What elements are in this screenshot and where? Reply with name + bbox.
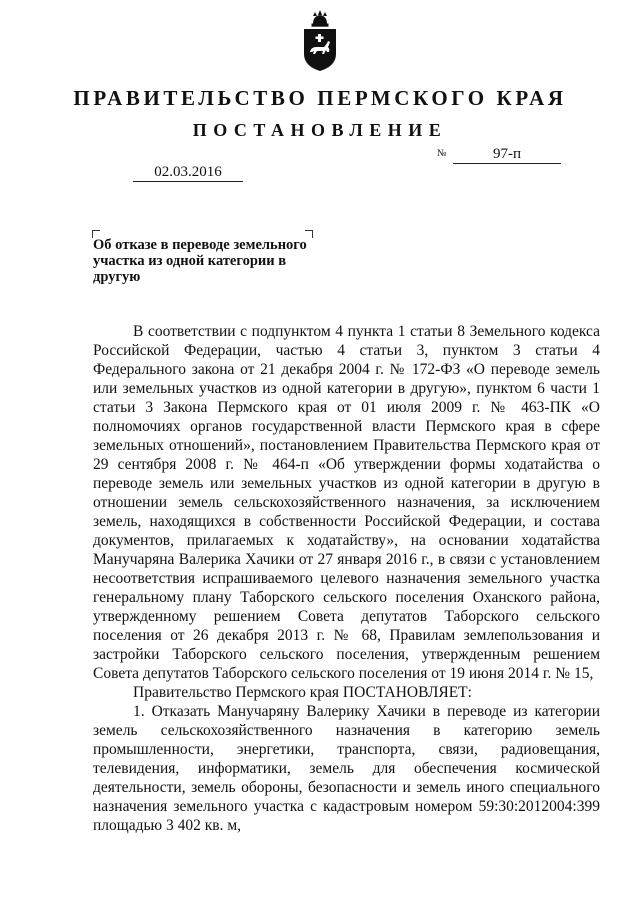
document-number: 97-п [453,145,561,164]
document-type-title: ПОСТАНОВЛЕНИЕ [192,120,448,140]
document-date: 02.03.2016 [133,163,243,182]
resolution-paragraph: Правительство Пермского края ПОСТАНОВЛЯЕТ: [133,684,472,701]
organization-title: ПРАВИТЕЛЬСТВО ПЕРМСКОГО КРАЯ [73,86,567,110]
document-subject: Об отказе в переводе земельного участка из одной категории в другую [93,237,307,285]
clause-1-paragraph: 1. Отказать Манучаряну Валерику Хачики в переводе из категории земель сельскохозяйственного назначения в категорию земель промышленности, энергетики, транспорта, связи, радиовещания, телевидения, информатики, земель для обеспечения космической деятельности, земель обороны, безопасности и земель иного специального назначения земельного участка с кадастровым номером 59:30:2012004:399 площадью 3 402 кв. м, [93,703,600,834]
document-body [93,322,600,835]
perm-krai-coat-of-arms-icon [301,10,339,72]
preamble-paragraph: В соответствии с подпунктом 4 пункта 1 статьи 8 Земельного кодекса Российской Федерации, частью 4 статьи 3, пунктом 3 статьи 4 Федерального закона от 21 декабря 2004 г. № 172-ФЗ «О переводе земель или земельных участков из одной категории в другую», пунктом 6 части 1 статьи 3 Закона Пермского края от 01 июля 2009 г. № 463-ПК «О полномочиях органов государственной власти Пермского края в сфере земельных отношений», постановлением Правительства Пермского края от 29 сентября 2008 г. № 464-п «Об утверждении формы ходатайства о переводе земель или земельных участков из одной категории в другую в отношении земель сельскохозяйственного назначения, за исключением земель, находящихся в собственности Российской Федерации, и состава документов, прилагаемых к ходатайству», на основании ходатайства Манучаряна Валерика Хачики от 27 января 2016 г., в связи с установлением несоответствия испрашиваемого целевого назначения земельного участка генеральному плану Таборского сельского поселения Оханского района, утвержденному решением Совета депутатов Таборского сельского поселения от 26 декабря 2013 г. № 68, Правилам землепользования и застройки Таборского сельского поселения, утвержденным решением Совета депутатов Таборского сельского поселения от 19 июня 2014 г. № 15, [93,323,600,682]
number-sign: № [437,148,447,159]
